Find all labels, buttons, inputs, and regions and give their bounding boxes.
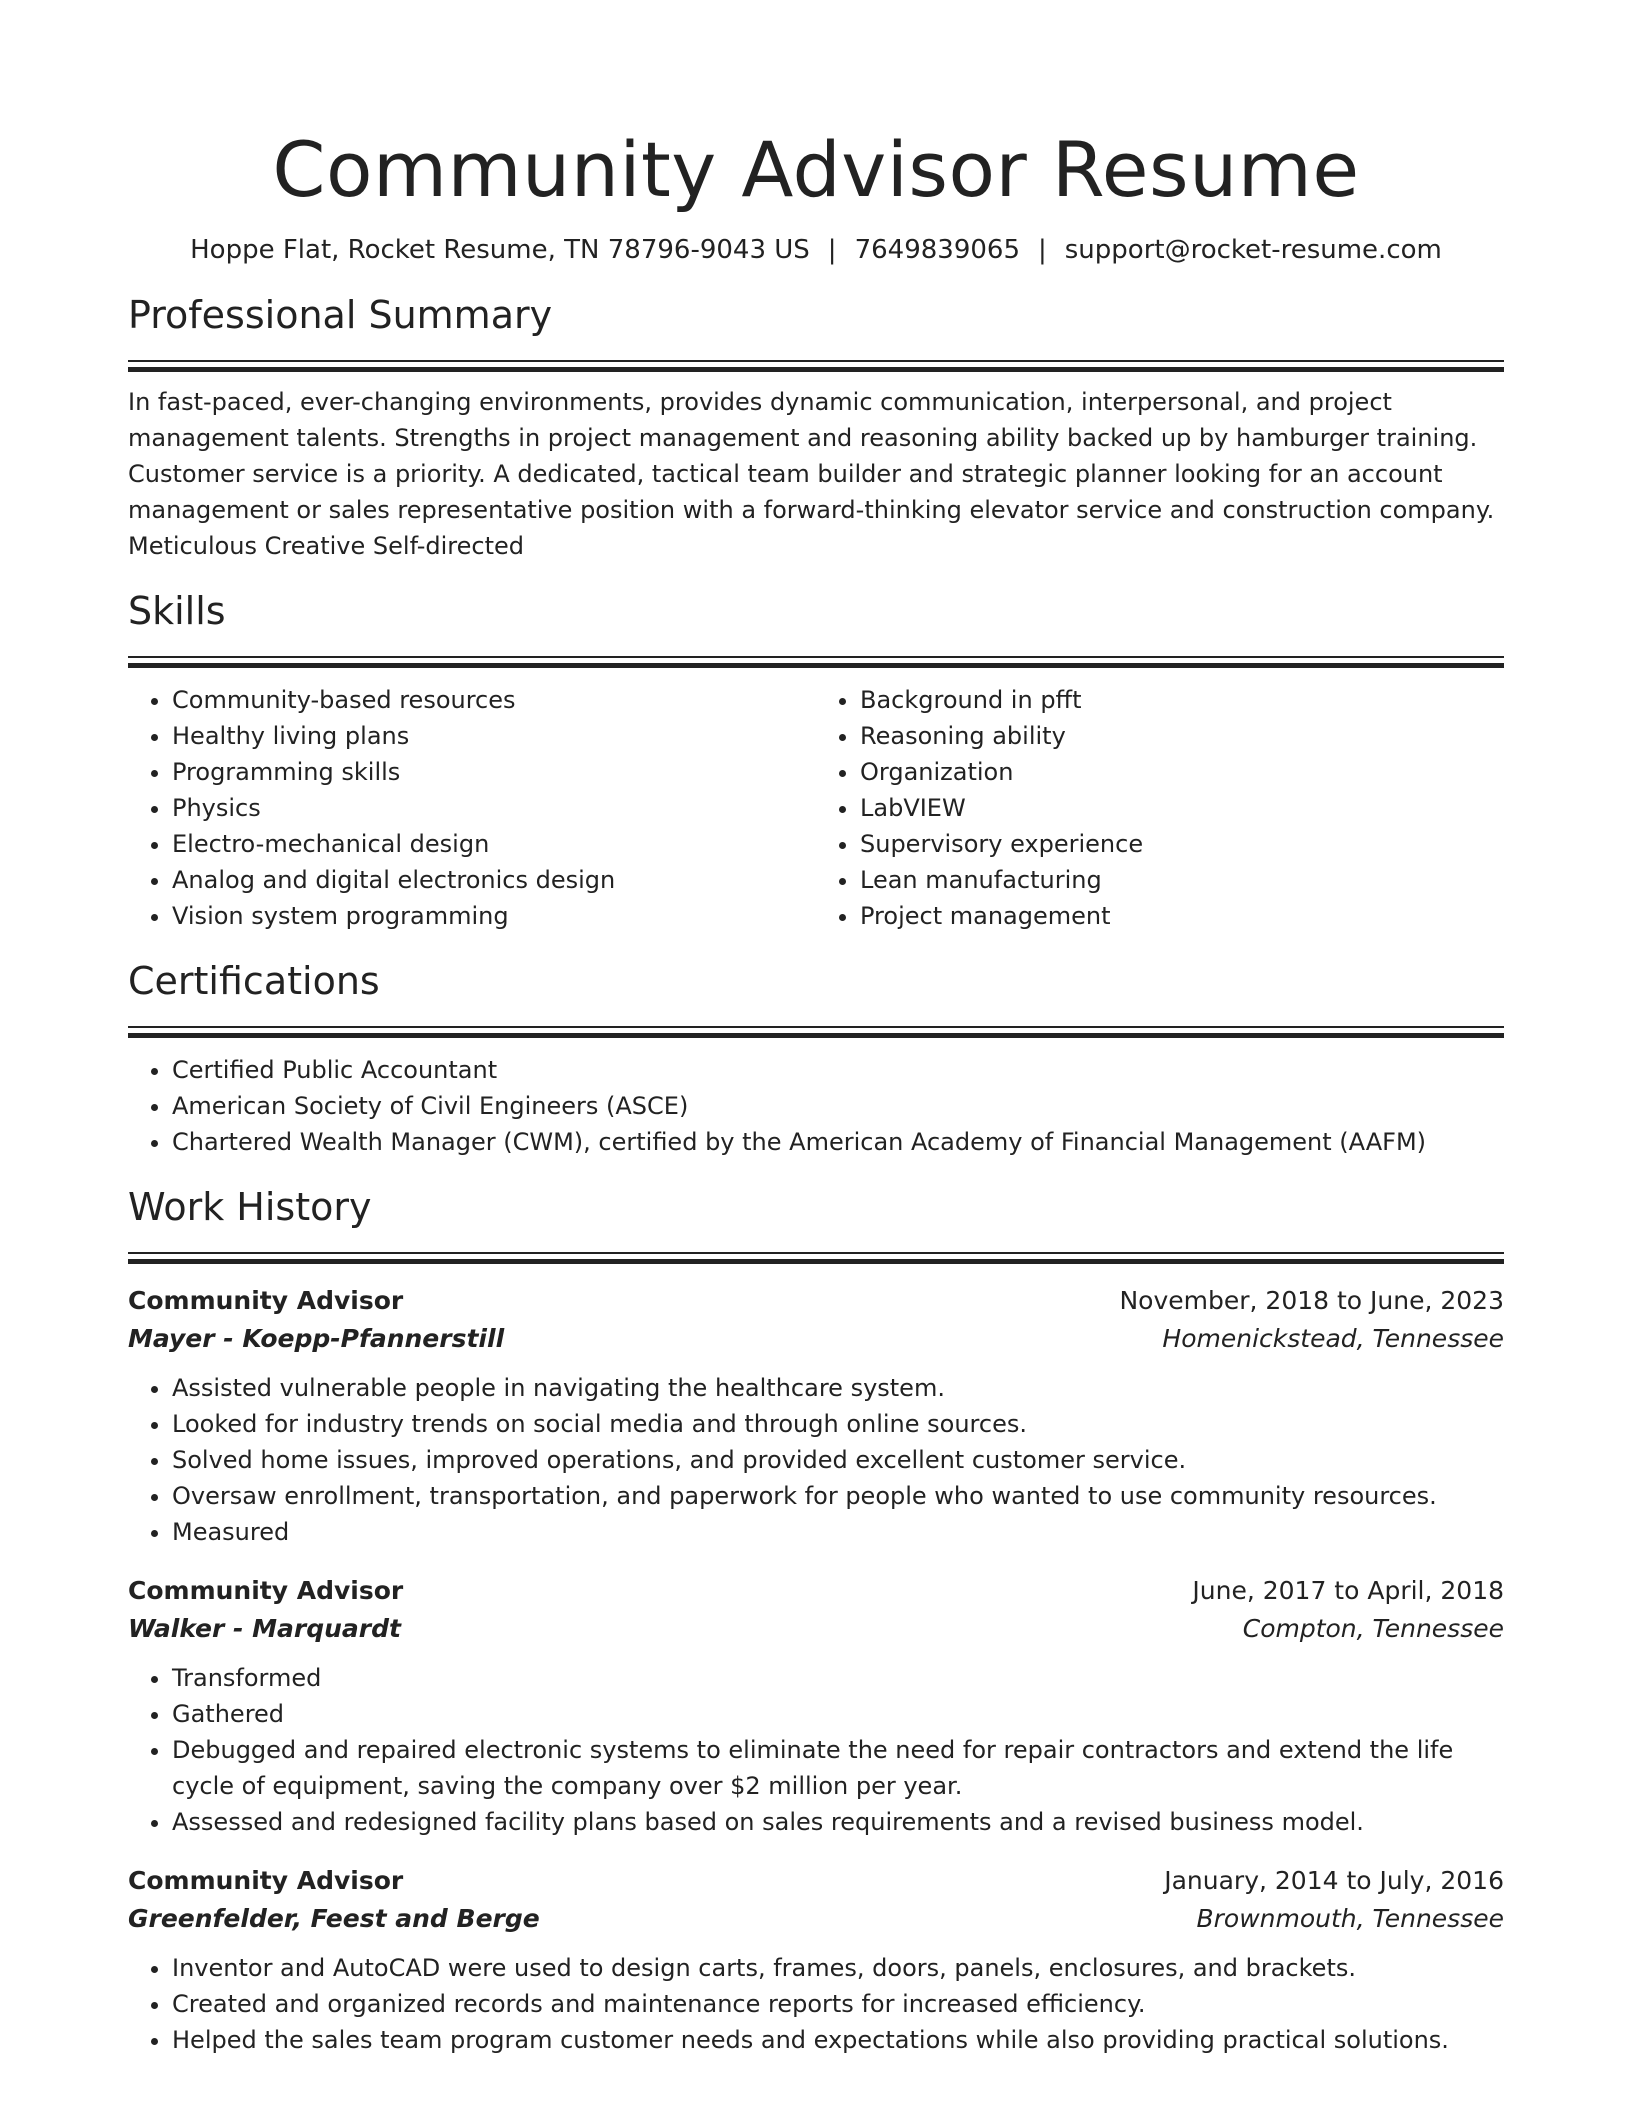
work-history-heading: Work History bbox=[128, 1185, 372, 1229]
job-dates: November, 2018 to June, 2023 bbox=[1119, 1286, 1504, 1315]
job-subheader-row bbox=[128, 1320, 1504, 1358]
job-bullets bbox=[128, 1370, 1504, 1550]
certifications-list bbox=[128, 1052, 1504, 1160]
jobs-list bbox=[128, 1282, 1504, 2058]
skill-item: • Electro-mechanical design bbox=[172, 826, 816, 862]
job-entry bbox=[128, 1282, 1504, 1550]
skill-item: • LabVIEW bbox=[860, 790, 1504, 826]
resume-title: Community Advisor Resume bbox=[272, 125, 1360, 214]
skill-item: • Project management bbox=[860, 898, 1504, 934]
skill-item: • Programming skills bbox=[172, 754, 816, 790]
job-dates: June, 2017 to April, 2018 bbox=[1192, 1576, 1504, 1605]
skill-item: • Organization bbox=[860, 754, 1504, 790]
resume-page bbox=[128, 0, 1504, 2058]
certification-item: • Chartered Wealth Manager (CWM), certified by the American Academy of Financial Management (AAFM) bbox=[172, 1124, 1504, 1160]
summary-heading: Professional Summary bbox=[128, 293, 553, 337]
summary-section bbox=[128, 288, 1504, 564]
contact-separator: | bbox=[827, 235, 837, 265]
skill-item: • Healthy living plans bbox=[172, 718, 816, 754]
skill-item: • Lean manufacturing bbox=[860, 862, 1504, 898]
skill-item: • Supervisory experience bbox=[860, 826, 1504, 862]
contact-email: support@rocket-resume.com bbox=[1064, 235, 1442, 265]
skill-item: • Vision system programming bbox=[172, 898, 816, 934]
job-bullet: • Looked for industry trends on social media and through online sources. bbox=[172, 1406, 1504, 1442]
skill-item: • Analog and digital electronics design bbox=[172, 862, 816, 898]
skills-columns bbox=[128, 682, 1504, 934]
certification-item: • Certified Public Accountant bbox=[172, 1052, 1504, 1088]
job-bullet: • Assessed and redesigned facility plans based on sales requirements and a revised business model. bbox=[172, 1804, 1504, 1840]
job-title: Community Advisor bbox=[128, 1866, 404, 1895]
job-bullet: • Inventor and AutoCAD were used to design carts, frames, doors, panels, enclosures, and brackets. bbox=[172, 1950, 1504, 1986]
skill-item: • Physics bbox=[172, 790, 816, 826]
skills-section bbox=[128, 584, 1504, 934]
skills-list-left bbox=[128, 682, 816, 934]
section-divider bbox=[128, 360, 1504, 372]
job-header-row bbox=[128, 1862, 1504, 1900]
contact-separator: | bbox=[1037, 235, 1047, 265]
job-bullet: • Solved home issues, improved operations, and provided excellent customer service. bbox=[172, 1442, 1504, 1478]
job-subheader-row bbox=[128, 1900, 1504, 1938]
job-location: Compton, Tennessee bbox=[1242, 1614, 1504, 1643]
contact-phone: 7649839065 bbox=[854, 235, 1020, 265]
job-bullet: • Helped the sales team program customer needs and expectations while also providing practical solutions. bbox=[172, 2022, 1504, 2058]
work-history-section bbox=[128, 1180, 1504, 2058]
certifications-section bbox=[128, 954, 1504, 1160]
job-bullet: • Gathered bbox=[172, 1696, 1504, 1732]
certifications-heading: Certifications bbox=[128, 959, 380, 1003]
job-bullet: • Assisted vulnerable people in navigating the healthcare system. bbox=[172, 1370, 1504, 1406]
job-entry bbox=[128, 1572, 1504, 1840]
contact-address: Hoppe Flat, Rocket Resume, TN 78796-9043 US bbox=[190, 235, 810, 265]
job-subheader-row bbox=[128, 1610, 1504, 1648]
job-company: Greenfelder, Feest and Berge bbox=[128, 1904, 540, 1933]
job-bullet: • Transformed bbox=[172, 1660, 1504, 1696]
job-bullet: • Debugged and repaired electronic systems to eliminate the need for repair contractors and extend the life cycle of equipment, saving the company over $2 million per year. bbox=[172, 1732, 1504, 1804]
skill-item: • Reasoning ability bbox=[860, 718, 1504, 754]
job-header-row bbox=[128, 1572, 1504, 1610]
job-bullet: • Oversaw enrollment, transportation, and paperwork for people who wanted to use community resources. bbox=[172, 1478, 1504, 1514]
job-title: Community Advisor bbox=[128, 1576, 404, 1605]
skill-item: • Community-based resources bbox=[172, 682, 816, 718]
section-divider bbox=[128, 1252, 1504, 1264]
job-location: Homenickstead, Tennessee bbox=[1162, 1324, 1504, 1353]
job-title: Community Advisor bbox=[128, 1286, 404, 1315]
job-company: Walker - Marquardt bbox=[128, 1614, 401, 1643]
certification-item: • American Society of Civil Engineers (ASCE) bbox=[172, 1088, 1504, 1124]
job-company: Mayer - Koepp-Pfannerstill bbox=[128, 1324, 505, 1353]
job-bullets bbox=[128, 1950, 1504, 2058]
job-location: Brownmouth, Tennessee bbox=[1196, 1904, 1504, 1933]
skills-heading: Skills bbox=[128, 589, 226, 633]
contact-line bbox=[128, 232, 1504, 268]
skills-list-right bbox=[816, 682, 1504, 934]
job-dates: January, 2014 to July, 2016 bbox=[1164, 1866, 1504, 1895]
job-header-row bbox=[128, 1282, 1504, 1320]
section-divider bbox=[128, 1026, 1504, 1038]
summary-text: In fast-paced, ever-changing environments, provides dynamic communication, interpersonal, and project management talents. Strengths in project management and reasoning ability backed up by hamburger training. Customer service is a priority. A dedicated, tactical team builder and strategic planner looking for an account management or sales representative position with a forward-thinking elevator service and construction company. Meticulous Creative Self-directed bbox=[128, 388, 1495, 560]
job-bullet: • Created and organized records and maintenance reports for increased efficiency. bbox=[172, 1986, 1504, 2022]
skill-item: • Background in pfft bbox=[860, 682, 1504, 718]
section-divider bbox=[128, 656, 1504, 668]
job-bullet: • Measured bbox=[172, 1514, 1504, 1550]
job-bullets bbox=[128, 1660, 1504, 1840]
job-entry bbox=[128, 1862, 1504, 2058]
